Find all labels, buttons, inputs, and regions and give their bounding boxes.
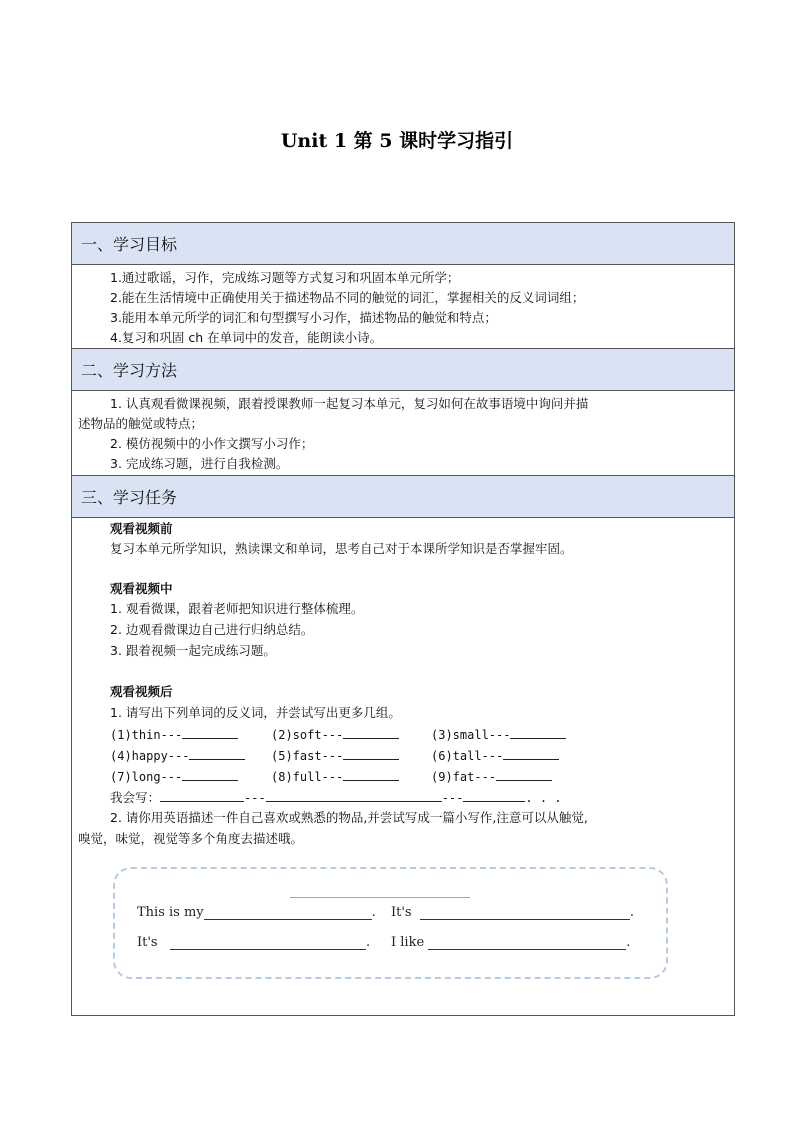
antonym-item: (5)fast---: [271, 747, 399, 764]
writing-row-1-right: It's .: [391, 905, 635, 920]
method-line-2: 2. 模仿视频中的小作文撰写小习作；: [110, 436, 314, 451]
answer-blank[interactable]: [503, 747, 559, 760]
during-item-2: 2. 边观看微课边自己进行归纳总结。: [110, 622, 314, 637]
writing-row-2-right: I like .: [391, 935, 631, 950]
method-line-1-cont: 述物品的触觉或特点；: [78, 416, 204, 431]
writing-row-2-left: It's .: [137, 935, 371, 950]
section-body-goals: [72, 265, 734, 349]
writing-row-1-left: This is my .: [137, 905, 376, 920]
writing-blank[interactable]: [170, 936, 366, 950]
goal-line-1: 1.通过歌谣，习作，完成练习题等方式复习和巩固本单元所学；: [110, 270, 460, 285]
during-title: 观看视频中: [110, 581, 173, 596]
section-body-methods: [72, 391, 734, 476]
before-text: 复习本单元所学知识，熟读课文和单词，思考自己对于本课所学知识是否掌握牢固。: [110, 541, 573, 556]
page-title: Unit 1 第 5 课时学习指引: [280, 130, 514, 152]
goal-line-2: 2.能在生活情境中正确使用关于描述物品不同的触觉的词汇，掌握相关的反义词词组；: [110, 290, 585, 305]
antonym-item: (8)full---: [271, 768, 399, 785]
answer-blank[interactable]: [343, 768, 399, 781]
during-item-3: 3. 跟着视频一起完成练习题。: [110, 643, 276, 658]
section-body-tasks: [72, 518, 734, 1015]
after-title: 观看视频后: [110, 684, 173, 699]
answer-blank[interactable]: [496, 768, 552, 781]
during-item-1: 1. 观看微课，跟着老师把知识进行整体梳理。: [110, 601, 364, 616]
before-title: 观看视频前: [110, 521, 173, 536]
can-write-row: 我会写： --- --- . . .: [110, 790, 562, 805]
antonym-item: (9)fat---: [431, 768, 552, 785]
after-question-2-line2: 嗅觉，味觉，视觉等多个角度去描述哦。: [78, 831, 304, 846]
guide-table: [71, 222, 735, 1016]
antonym-item: (1)thin---: [110, 726, 238, 743]
section-heading-goals: 一、学习目标: [72, 223, 734, 265]
answer-blank[interactable]: [510, 726, 566, 739]
answer-blank[interactable]: [266, 789, 442, 802]
answer-blank[interactable]: [182, 726, 238, 739]
goal-line-3: 3.能用本单元所学的词汇和句型撰写小习作，描述物品的触觉和特点；: [110, 310, 497, 325]
goal-line-4: 4.复习和巩固 ch 在单词中的发音，能朗读小诗。: [110, 330, 383, 345]
writing-blank[interactable]: [428, 936, 626, 950]
writing-title-line[interactable]: [290, 897, 470, 898]
section-heading-tasks: 三、学习任务: [72, 476, 734, 518]
answer-blank[interactable]: [189, 747, 245, 760]
writing-blank[interactable]: [420, 906, 630, 920]
answer-blank[interactable]: [182, 768, 238, 781]
writing-box: [113, 867, 668, 979]
method-line-1: 1. 认真观看微课视频，跟着授课教师一起复习本单元，复习如何在故事语境中询问并描: [110, 396, 589, 411]
answer-blank[interactable]: [343, 726, 399, 739]
answer-blank[interactable]: [463, 789, 525, 802]
section-heading-methods: 二、学习方法: [72, 349, 734, 391]
antonym-item: (7)long---: [110, 768, 238, 785]
answer-blank[interactable]: [160, 789, 244, 802]
antonym-item: (3)small---: [431, 726, 566, 743]
answer-blank[interactable]: [343, 747, 399, 760]
antonym-item: (4)happy---: [110, 747, 245, 764]
antonym-item: (6)tall---: [431, 747, 559, 764]
method-line-3: 3. 完成练习题，进行自我检测。: [110, 456, 289, 471]
after-question-2-line1: 2. 请你用英语描述一件自己喜欢或熟悉的物品,并尝试写成一篇小写作,注意可以从触觉,: [110, 810, 588, 825]
can-write-label: 我会写：: [110, 790, 161, 805]
writing-blank[interactable]: [204, 906, 372, 920]
after-question-1: 1. 请写出下列单词的反义词，并尝试写出更多几组。: [110, 705, 401, 720]
antonym-item: (2)soft---: [271, 726, 399, 743]
